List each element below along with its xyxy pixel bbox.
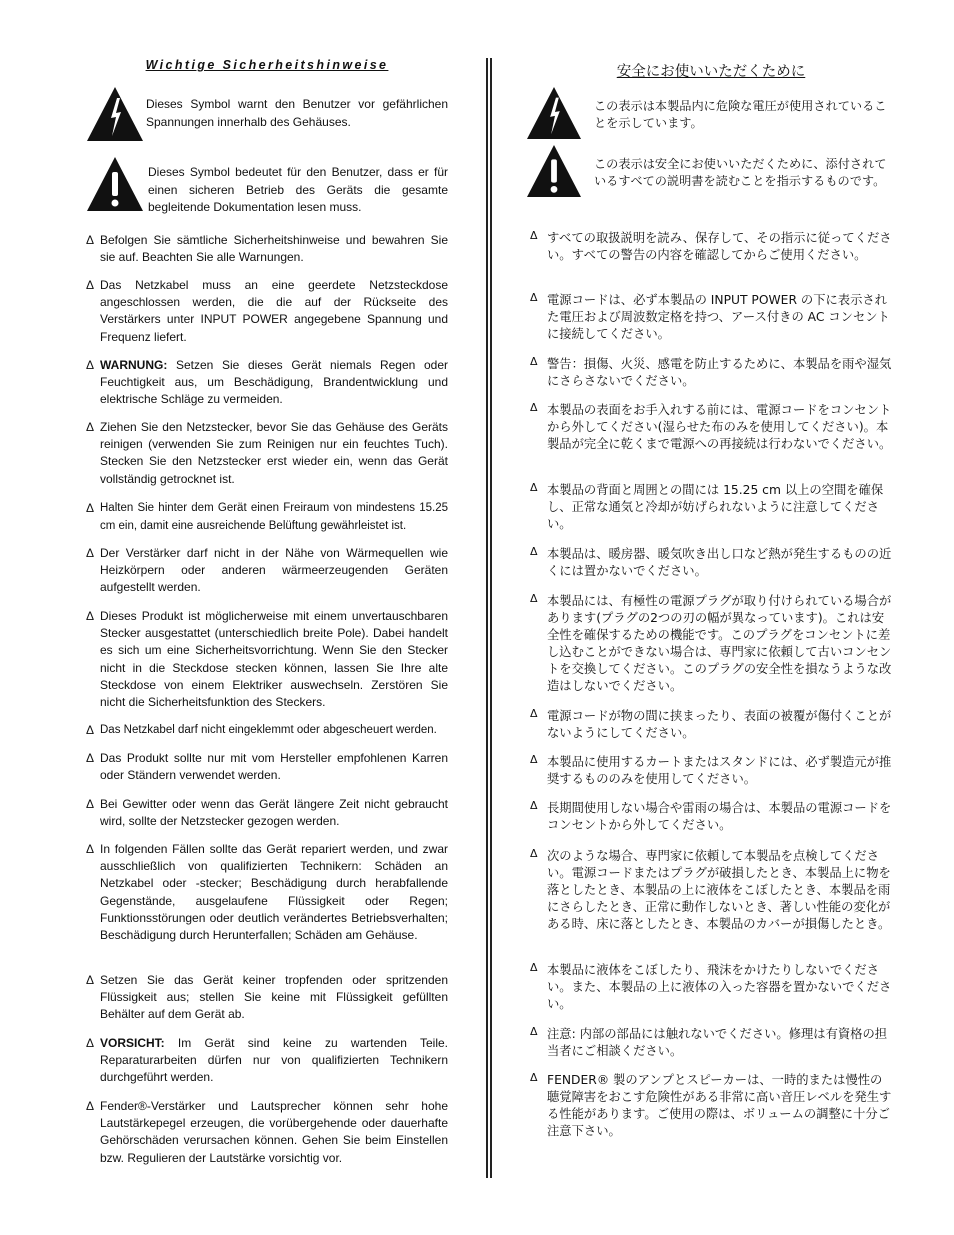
list-item: Δ Dieses Produkt ist möglicherweise mit einem unvertauschbaren Stecker ausgestattet (unterschiedlich breite Pole). Dabei handelt es sich um eine Sicherheitsvorrichtung. Wenn Sie den Stecker nicht in die Steckdose stecken können, lassen Sie Ihre alte Steckdose von einem Elektriker auswechseln. Zerstören Sie nicht die Sicherheitsfunktion des Steckers.: [86, 609, 448, 710]
voltage-symbol-block-ja: [526, 86, 894, 140]
voltage-symbol-block: [86, 86, 448, 142]
list-item: Δ 本製品に液体をこぼしたり、飛沫をかけたりしないでください。また、本製品の上に液体の入った容器を置かないでください。: [530, 961, 892, 1011]
voltage-symbol-text-ja: この表示は本製品内に危険な電圧が使用されていることを示しています。: [594, 99, 887, 130]
list-item: Δ 本製品の背面と周囲との間には 15.25 cm 以上の空間を確保し、正常な通気と冷却が妨げられないように注意してください。: [530, 481, 884, 531]
list-item: Δ VORSICHT: Im Gerät sind keine zu wartenden Teile. Reparaturarbeiten dürfen nur von qualifizierten Technikern durchgeführt werden.: [86, 1036, 448, 1085]
list-item: Δ Setzen Sie das Gerät keiner tropfenden oder spritzenden Flüssigkeit aus; stellen Sie keine mit Flüssigkeit gefüllten Behälter auf dem Gerät ab.: [86, 973, 448, 1022]
list-item: Δ Befolgen Sie sämtliche Sicherheitshinweise und bewahren Sie sie auf. Beachten Sie alle Warnungen.: [86, 233, 448, 265]
docs-symbol-block: [86, 156, 448, 214]
list-item: Δ Der Verstärker darf nicht in der Nähe von Wärmequellen wie Heizkörpern oder anderen wärmeerzeugenden Geräten aufgestellt werden.: [86, 546, 448, 595]
list-item: Δ In folgenden Fällen sollte das Gerät repariert werden, und zwar ausschließlich von qualifizierten Technikern: Schäden an Netzkabel oder -stecker; Beschädigung durch herabfallende Gegenstände, ausgelaufene Flüssigkeit oder Regen; Funktionsstörungen oder deutlich verändertes Betriebsverhalten; Beschädigung durch Herunterfallen; Schäden am Gehäuse.: [86, 842, 448, 943]
exclamation-warning-icon: [526, 144, 582, 198]
list-item: Δ FENDER® 製のアンプとスピーカーは、一時的または慢性の聴覚障害をおこす危険性がある非常に高い音圧レベルを発生する性能があります。ご使用の際は、ボリュームの調整に十分ご注意下さい。: [530, 1071, 892, 1138]
list-item: Δ 本製品に使用するカートまたはスタンドには、必ず製造元が推奨するもののみを使用してください。: [530, 753, 892, 786]
warning-label: WARNUNG:: [100, 358, 168, 372]
column-divider: [490, 58, 492, 1178]
list-item: Δ 電源コードが物の間に挟まったり、表面の被覆が傷付くことがないようにしてください。: [530, 707, 892, 740]
german-title: Wichtige Sicherheitshinweise: [145, 58, 389, 72]
list-item: Δ 本製品は、暖房器、暖気吹き出し口など熱が発生するものの近くには置かないでください。: [530, 545, 892, 578]
exclamation-warning-icon: [86, 156, 144, 212]
column-divider: [486, 58, 488, 1178]
lightning-warning-icon: [86, 86, 144, 142]
list-item: Δ 注意: 内部の部品には触れないでください。修理は有資格の担当者にご相談ください。: [530, 1025, 888, 1058]
voltage-symbol-text: Dieses Symbol warnt den Benutzer vor gefährlichen Spannungen innerhalb des Gehäuses.: [146, 97, 448, 129]
list-item: Δ Bei Gewitter oder wenn das Gerät längere Zeit nicht gebraucht wird, sollte der Netzstecker gezogen werden.: [86, 797, 448, 829]
list-item: Δ 警告：損傷、火災、感電を防止するために、本製品を雨や湿気にさらさないでください。: [530, 355, 892, 388]
list-item: Δ WARNUNG: Setzen Sie dieses Gerät niemals Regen oder Feuchtigkeit aus, um Beschädigung, Brandentwicklung und elektrische Schläge zu vermeiden.: [86, 358, 448, 407]
docs-symbol-block-ja: [526, 144, 894, 200]
list-item: Δ Fender®-Verstärker und Lautsprecher können sehr hohe Lautstärkepegel erzeugen, die vorübergehende oder dauerhafte Gehörschäden verursachen können. Gehen Sie beim Einstellen bzw. Regulieren der Lautstärke vorsichtig vor.: [86, 1099, 448, 1165]
list-item: Δ Ziehen Sie den Netzstecker, bevor Sie das Gehäuse des Geräts reinigen (verwenden Sie zum Reinigen nur ein feuchtes Tuch). Stecken Sie den Netzstecker erst wieder ein, wenn das Gerät vollständig getrocknet ist.: [86, 420, 448, 486]
list-item: Δ Das Netzkabel darf nicht eingeklemmt oder abgescheuert werden.: [86, 723, 437, 737]
list-item: Δ すべての取扱説明を読み、保存して、その指示に従ってください。すべての警告の内容を確認してからご使用ください。: [530, 229, 892, 262]
lightning-warning-icon: [526, 86, 582, 140]
docs-symbol-text: Dieses Symbol bedeutet für den Benutzer, dass er für einen sicheren Betrieb des Geräts die gesamte begleitende Dokumentation lesen muss.: [148, 165, 448, 214]
list-item: Δ Das Produkt sollte nur mit vom Hersteller empfohlenen Karren oder Ständern verwendet werden.: [86, 751, 448, 783]
docs-symbol-text-ja: この表示は安全にお使いいただくために、添付されているすべての説明書を読むことを指示するものです。: [594, 157, 887, 188]
list-item: Δ 次のような場合、専門家に依頼して本製品を点検してください。電源コードまたはプラグが破損したとき、本製品上に物を落としたとき、本製品の上に液体をこぼしたとき、本製品を雨にさらしたとき、正常に動作しないとき、著しい性能の変化がある時、床に落としたとき、本製品のカバーが損傷したとき。: [530, 847, 891, 931]
list-item: Δ Das Netzkabel muss an eine geerdete Netzsteckdose angeschlossen werden, die die auf der Rückseite des Verstärkers unter INPUT POWER angegebene Spannung und Frequenz liefert.: [86, 278, 448, 344]
list-item: Δ Halten Sie hinter dem Gerät einen Freiraum von mindestens 15.25 cm ein, damit eine ausreichende Belüftung gewährleistet ist.: [86, 501, 448, 532]
list-item: Δ 本製品には、有極性の電源プラグが取り付けられている場合があります(プラグの2つの刃の幅が異なっています)。これは安全性を確保するための機能です。このプラグをコンセントに差し込むことができない場合は、専門家に依頼して古いコンセントを交換してください。このプラグの安全性を損なうような改造はしないでください。: [530, 592, 892, 693]
japanese-title: 安全にお使いいただくために: [616, 64, 806, 80]
caution-label: VORSICHT:: [100, 1036, 165, 1050]
list-item: Δ 長期間使用しない場合や雷雨の場合は、本製品の電源コードをコンセントから外してください。: [530, 799, 892, 832]
list-item: Δ 本製品の表面をお手入れする前には、電源コードをコンセントから外してください(湿らせた布のみを使用してください)。本製品が完全に乾くまで電源への再接続は行わないでください。: [530, 401, 892, 451]
list-item: Δ 電源コードは、必ず本製品の INPUT POWER の下に表示された電圧および周波数定格を持つ、アース付きの AC コンセントに接続してください。: [530, 291, 890, 341]
